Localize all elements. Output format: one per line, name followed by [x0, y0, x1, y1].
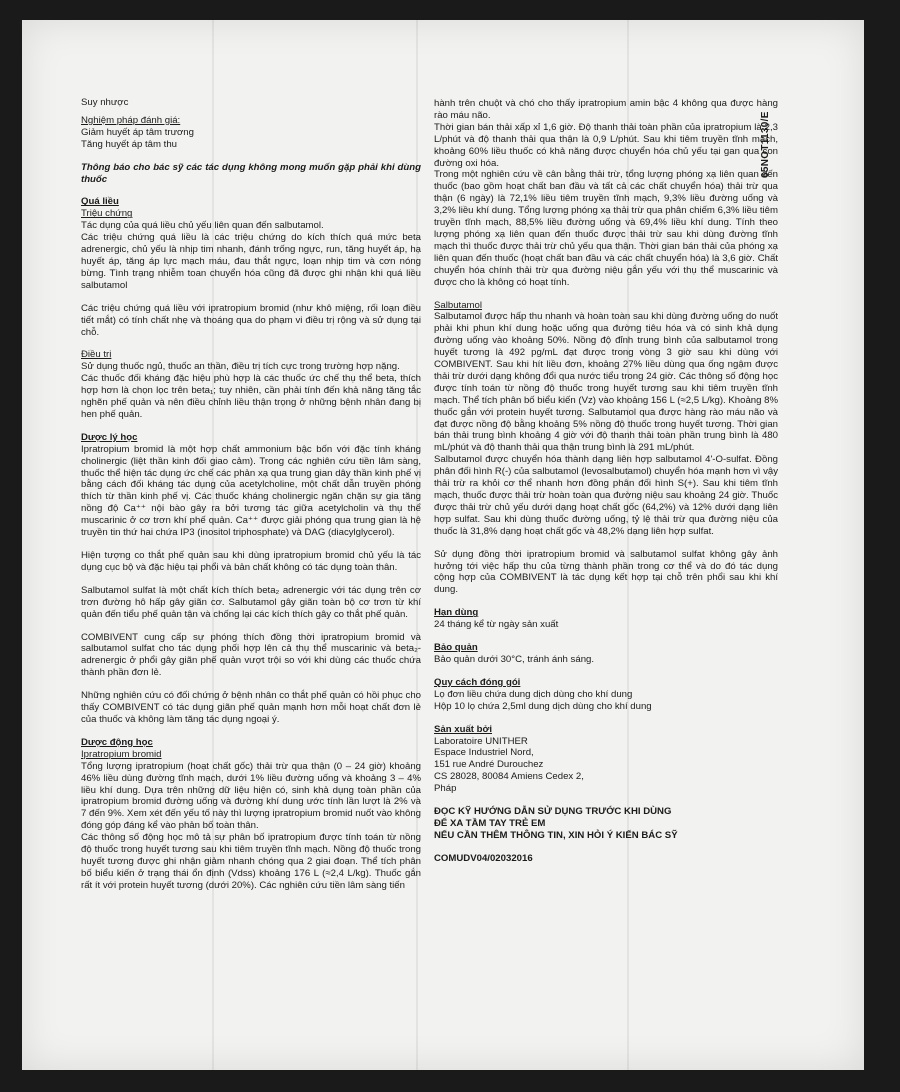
- section-subtitle: Salbutamol: [434, 299, 482, 311]
- text-line: Suy nhược: [81, 97, 129, 108]
- text-line: 24 tháng kể từ ngày sản xuất: [434, 619, 559, 631]
- manufacturer-line: Pháp: [434, 783, 457, 795]
- section-subtitle: Điều trị: [81, 349, 112, 361]
- text-line: Giảm huyết áp tâm trương: [81, 126, 194, 138]
- section-subtitle: Ipratropium bromid: [81, 748, 162, 760]
- warning-line: ĐỌC KỸ HƯỚNG DẪN SỬ DỤNG TRƯỚC KHI DÙNG: [434, 806, 672, 818]
- paragraph: Ipratropium bromid là một hợp chất ammonium bậc bốn với đặc tính kháng cholinergic (liệt thần kinh đối giao cảm). Trong các nghiên cứu tiền lâm sàng, thuốc thể hiện tác dụng ức chế các phản xạ qua trung gian dây thần kinh phế vị bằng cách đối kháng tác dụng của acetylcholine, một chất dẫn truyền phóng thích từ thần kinh phế vị. Các thuốc kháng cholinergic ngăn chặn sự gia tăng nồng độ Ca⁺⁺ nội bào gây ra bởi tương tác giữa acetylcholin và thụ thể muscarinic ở cơ trơn khí phế quản. Ca⁺⁺ được giải phóng qua trung gian là hệ truyền tin thứ hai chứa IP3 (inositol triphosphate) và DAG (diacylglycerol).: [81, 443, 421, 539]
- warning-line: ĐỂ XA TẦM TAY TRẺ EM: [434, 817, 546, 829]
- section-subtitle: Triệu chứng: [81, 208, 133, 220]
- section-heading: Bảo quản: [434, 642, 478, 654]
- manufacturer-line: CS 28028, 80084 Amiens Cedex 2,: [434, 771, 584, 783]
- manufacturer-line: Espace Industriel Nord,: [434, 747, 534, 759]
- paragraph: Tổng lượng ipratropium (hoạt chất gốc) thải trừ qua thận (0 – 24 giờ) khoảng 46% liều dùng đường tĩnh mạch, dưới 1% liều đường uống và khoảng 3 – 4% liều khí dung. Dựa trên những dữ liệu hiện có, sinh khả dụng toàn phần của ipratropium bromid đường uống và đường khí dung ước tính lần lượt là 2% và 7 đến 9%. Xem xét đến yếu tố này thì lượng ipratropium bromid nuốt vào không đóng góp đáng kể vào phản bố toàn thân.: [81, 760, 421, 832]
- document-code: COMUDV04/02032016: [434, 852, 533, 864]
- manufacturer-line: Laboratoire UNITHER: [434, 735, 528, 747]
- left-column: [81, 97, 421, 892]
- text-line: Tăng huyết áp tâm thu: [81, 138, 177, 150]
- paragraph: Trong một nghiên cứu về cân bằng thải trừ, tổng lượng phóng xạ liên quan đến thuốc (bao gồm hoạt chất ban đầu và tất cả các chất chuyển hóa) thải trừ qua thận (6 ngày) là 72,1% liều tiêm truyền tĩnh mạch, 9,3% liều đường uống và 3,2% liều khí dung. Tổng lượng phóng xạ thải trừ qua phân chiếm 6,3% liều tiêm truyền tĩnh mạch, 88,5% liều đường uống và 69,4% liều khí dung. Tính theo lượng phóng xạ liên quan đến thuốc được thải trừ sau khi dùng đường tĩnh mạch thì thuốc được thải trừ chủ yếu qua thận. Thời gian bán thải của phóng xạ liên quan đến thuốc (hoạt chất ban đầu và các chất chuyển hóa) là 3,6 giờ. Chất chuyển hóa chính thải trừ qua đường niệu gắn yếu với thụ thể muscarinic và được cho là không có hoạt tính.: [434, 169, 778, 288]
- text-line: Bảo quản dưới 30°C, tránh ánh sáng.: [434, 653, 595, 665]
- paragraph: Salbutamol được hấp thu nhanh và hoàn toàn sau khi dùng đường uống do nuốt phải khi phun khí dung hoặc uống qua đường tiêu hóa và có sinh khả dụng đường uống vào khoảng 50%. Nồng độ đỉnh trung bình của salbutamol trong huyết tương là 492 pg/mL đạt được trong vòng 3 giờ sau khi dùng với COMBIVENT. Sau khi hít liều đơn, khoảng 27% liều dùng qua ống ngậm được thải trừ dưới dạng không đổi qua nước tiểu trong 24 giờ. Các thông số động học được tính toán từ nồng độ thuốc trong huyết tương sau khi tiêm truyền tĩnh mạch. Thể tích phân bố biểu kiến (Vz) vào khoảng 156 L (≈2,5 L/kg). Khoảng 8% thuốc gắn với protein huyết tương. Salbutamol qua được hàng rào máu não và đạt được nồng độ bằng khoảng 5% nồng độ thuốc trong huyết tương. Thời gian bán thải trung bình khoảng 4 giờ với độ thanh thải toàn phần trung bình là 480 mL/phút và độ thanh thải qua thận trung bình là 291 mL/phút.: [434, 311, 778, 454]
- section-heading: Dược lý học: [81, 431, 138, 443]
- text-line: Lọ đơn liều chứa dung dịch dùng cho khí dung: [434, 688, 633, 700]
- section-heading: Quá liều: [81, 196, 119, 208]
- manufacturer-line: 151 rue André Durouchez: [434, 759, 544, 771]
- paragraph: Salbutamol sulfat là một chất kích thích beta₂ adrenergic với tác dụng trên cơ trơn đường hô hấp gây giãn cơ. Salbutamol gây giãn toàn bộ cơ trơn từ khí quản đến tiểu phế quản tận và chống lại các kích thích gây co thắt phế quản.: [81, 584, 421, 620]
- section-heading: Hạn dùng: [434, 607, 479, 619]
- paragraph: Tác dụng của quá liều chủ yếu liên quan đến salbutamol.: [81, 220, 324, 232]
- warning-line: NẾU CẦN THÊM THÔNG TIN, XIN HỎI Ý KIẾN BÁC SỸ: [434, 829, 678, 841]
- paragraph: COMBIVENT cung cấp sự phóng thích đồng thời ipratropium bromid và salbutamol sulfat cho tác dụng phối hợp lên cả thụ thể muscarinic và beta₂-adrenergic ở phổi gây giãn phế quản vượt trội so với khi dùng các thuốc chứa thành phần đơn lẻ.: [81, 631, 421, 679]
- paragraph: Sử dụng thuốc ngủ, thuốc an thần, điều trị tích cực trong trường hợp nặng.: [81, 361, 400, 373]
- paragraph: Salbutamol được chuyển hóa thành dạng liên hợp salbutamol 4'-O-sulfat. Đồng phân đối hình R(-) của salbutamol (levosalbutamol) chuyển hóa mạnh hơn vì vậy thải trừ ra khỏi cơ thể nhanh hơn đồng phân đối hình S(+). Sau khi tiêm tĩnh mạch, thuốc được thải trừ hoàn toàn qua đường niệu sau khoảng 24 giờ. Thuốc được thải trừ chủ yếu dưới dạng hoạt chất gốc (64,2%) và 12% dưới dạng liên hợp sulfat. Sau khi dùng thuốc đường uống, tỷ lệ thải trừ qua đường niệu của thuốc là 31,8% dạng hoạt chất gốc và 48,2% dạng liên hợp sulfat.: [434, 454, 778, 537]
- paragraph: Sử dụng đồng thời ipratropium bromid và salbutamol sulfat không gây ảnh hưởng tới việc hấp thu của từng thành phần trong cơ thể và do đó tác dụng cộng hợp của COMBIVENT là tác dụng kết hợp tại chỗ trên phổi sau khi khí dung.: [434, 548, 778, 596]
- section-heading: Sản xuất bởi: [434, 723, 492, 735]
- paragraph: hành trên chuột và chó cho thấy ipratropium amin bậc 4 không qua được hàng rào máu não.: [434, 98, 778, 121]
- paragraph: Thời gian bán thải xấp xỉ 1,6 giờ. Độ thanh thải toàn phần của ipratropium là 2,3 L/phút và độ thanh thải qua thận là 0,9 L/phút. Sau khi tiêm truyền tĩnh mạch, khoảng 60% liều thuốc có khả năng được chuyển hóa chủ yếu tại gan qua con đường oxi hóa.: [434, 121, 778, 169]
- section-heading: Dược động học: [81, 736, 153, 748]
- section-heading: Quy cách đóng gói: [434, 676, 521, 688]
- vertical-code: 65NOT1130/E: [760, 111, 771, 178]
- paragraph: Các thông số động học mô tả sự phân bố ipratropium được tính toán từ nồng độ thuốc trong huyết tương sau khi tiêm truyền tĩnh mạch. Nồng độ thuốc trong huyết tương được ghi nhận giảm nhanh chóng qua 2 giai đoạn. Thể tích phân bố biểu kiến ở trạng thái ổn định (Vdss) khoảng 176 L (≈2,4 L/kg). Thuốc gắn rất ít với protein huyết tương (dưới 20%). Các nghiên cứu tiền lâm sàng tiến: [81, 832, 421, 891]
- paragraph: Các triệu chứng quá liều là các triệu chứng do kích thích quá mức beta adrenergic, chủ yếu là nhịp tim nhanh, đánh trống ngực, run, tăng huyết áp, hạ huyết áp, tăng áp lực mạch máu, đau thắt ngực, loạn nhịp tim và cơn nóng bừng. Tình trạng nhiễm toan chuyển hóa cũng đã được ghi nhận khi quá liều salbutamol: [81, 232, 421, 291]
- paragraph: Các triệu chứng quá liều với ipratropium bromid (như khô miệng, rối loạn điều tiết mắt) có tính chất nhẹ và thoáng qua do phạm vi điều trị rộng và sử dụng tại chỗ.: [81, 302, 421, 338]
- right-column: [434, 98, 778, 865]
- paragraph: Hiện tượng co thắt phế quản sau khi dùng ipratropium bromid chủ yếu là tác dụng cục bộ và đặc hiệu tại phổi và bản chất không có tác dụng toàn thân.: [81, 550, 421, 573]
- paragraph: Các thuốc đối kháng đặc hiệu phù hợp là các thuốc ức chế thụ thể beta, thích hợp hơn là chọn lọc trên beta₁; tuy nhiên, cần phải tính đến khả năng tăng tắc nghẽn phế quản và nên điều chỉnh liều thận trọng ở những bệnh nhân đang bị hen phế quản.: [81, 373, 421, 420]
- paragraph: Những nghiên cứu có đối chứng ở bệnh nhân co thắt phế quản có hồi phục cho thấy COMBIVENT có tác dụng giãn phế quản mạnh hơn mỗi hoạt chất đơn lẻ của thuốc và không làm tăng tác dụng ngoại ý.: [81, 690, 421, 725]
- section-subtitle: Nghiệm pháp đánh giá:: [81, 114, 181, 126]
- notice-line: Thông báo cho bác sỹ các tác dụng không mong muốn gặp phải khi dùng thuốc: [81, 161, 421, 185]
- text-line: Hộp 10 lọ chứa 2,5ml dung dịch dùng cho khí dung: [434, 700, 652, 712]
